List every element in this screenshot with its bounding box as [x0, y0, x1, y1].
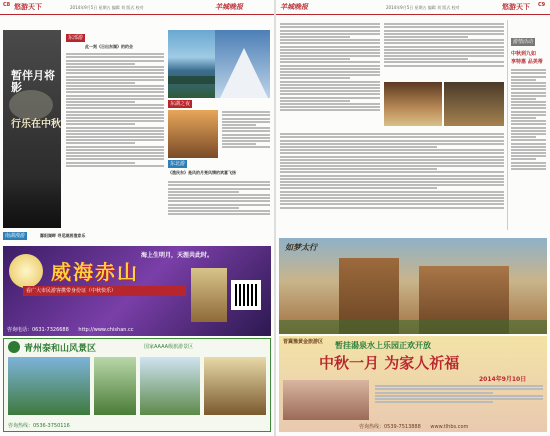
article-title: 此一刻《日出东湖》的约会: [85, 44, 133, 49]
ad-hotspring-phone: 咨询热线：0539-7513888: [359, 424, 421, 430]
poster-subtitle: 行乐在中秋: [11, 119, 61, 130]
side-subtitle: 享特惠 品美蒂: [511, 59, 543, 65]
right-photo-2: [444, 82, 504, 126]
ad-hotspring-body: [375, 384, 543, 418]
right-page: [276, 0, 550, 436]
ad-hotspring-photo: [283, 380, 369, 420]
lower-title: 鄱阳湖畔 寻觅湖居渔家乐: [40, 233, 86, 238]
ad-weihai[interactable]: [3, 246, 271, 336]
ad-hotspring-web[interactable]: www.tlhbs.com: [430, 424, 469, 430]
masthead-right: 羊城晚报: [280, 3, 308, 11]
ad-brand: 威海赤山: [51, 260, 139, 284]
ad-taihe-phone: 咨询热线：0536-3750116: [8, 423, 70, 429]
header-meta: 2014年9月5日 星期五 编辑 刘 版式 校对: [70, 5, 144, 10]
ad-hotspring-headline: 中秋一月 为家人祈福: [319, 354, 460, 372]
ad-qr-code[interactable]: [231, 280, 261, 310]
ad-hotspring[interactable]: [279, 336, 547, 432]
trip-label: 东部游: [68, 35, 84, 41]
section-title-right: 悠游天下: [502, 3, 530, 11]
right-col-2: [384, 22, 504, 78]
left-header: [0, 0, 274, 15]
side-body: [511, 68, 546, 228]
moon-shape: [9, 90, 53, 120]
mid-title: 《渔民东》是风的月亮风情的欢喜飞扬: [168, 170, 236, 175]
right-header: [276, 0, 550, 15]
ad-taihang-brand: 如梦太行: [285, 242, 317, 252]
side-column: [507, 20, 548, 230]
masthead: 羊城晚报: [215, 3, 243, 11]
ad-taihe-rating: 国家AAAA级旅游景区: [144, 344, 194, 350]
ad-statue: [191, 268, 227, 322]
poster-image: [3, 30, 61, 228]
ad-phone: 咨询电话：0631-7326688: [7, 327, 69, 333]
page-number-right: C9: [538, 2, 546, 8]
right-lower-body: [280, 132, 504, 228]
side-body: [222, 110, 270, 168]
ad-web[interactable]: http://www.chishan.cc: [78, 327, 134, 333]
ad-taihe-title: 青州泰和山风景区: [24, 344, 97, 354]
lower-label: 南湖漫游: [5, 233, 26, 239]
ad-logo: [8, 341, 20, 353]
poster-title: 暂伴月将影: [11, 69, 55, 94]
ad-hotspring-contact: [359, 423, 468, 430]
ad-taihe-photo-3: [140, 357, 200, 415]
side-title: 中秋到九如: [511, 51, 537, 57]
peak-shape: [220, 48, 268, 98]
poster-shadow: [3, 178, 61, 228]
right-col-1: [280, 22, 380, 130]
article-body: [66, 52, 164, 228]
right-photo-1: [384, 82, 442, 126]
mid-label: 东北游: [170, 161, 186, 167]
page-number: C8: [3, 2, 11, 8]
ad-taihe-photo-4: [204, 357, 266, 415]
sunset-photo: [168, 110, 218, 158]
qr-pattern: [235, 284, 257, 306]
forest-strip: [279, 320, 547, 334]
ad-taihang[interactable]: [279, 238, 547, 334]
ad-taihe-photo-2: [94, 357, 136, 415]
ad-slogan: 海上生明月，天涯共此时。: [141, 252, 214, 259]
mid-body: [168, 180, 270, 228]
ad-hotspring-date: 2014年9月10日: [479, 376, 527, 383]
ad-hotspring-logo: 晋冀豫黄金旅游区: [283, 339, 324, 345]
section-title: 悠游天下: [14, 3, 42, 11]
ad-taihe-photo-1: [8, 357, 90, 415]
ad-offer: 看广大市民游客携带身份证（中秋快乐）: [23, 286, 186, 296]
ad-moon: [9, 254, 43, 288]
ad-taihe[interactable]: [3, 338, 271, 432]
header-meta-right: 2014年9月5日 星期五 编辑 刘 版式 校对: [386, 5, 460, 10]
mountain-photo: [215, 30, 270, 98]
ad-hotspring-title: 暂挂湯泉水上乐园正欢开放: [335, 341, 431, 350]
side-label: 游情活动: [513, 39, 534, 45]
ad-contact: [7, 326, 267, 333]
photo-caption: 东湖之夜: [170, 101, 191, 107]
left-page: [0, 0, 274, 436]
